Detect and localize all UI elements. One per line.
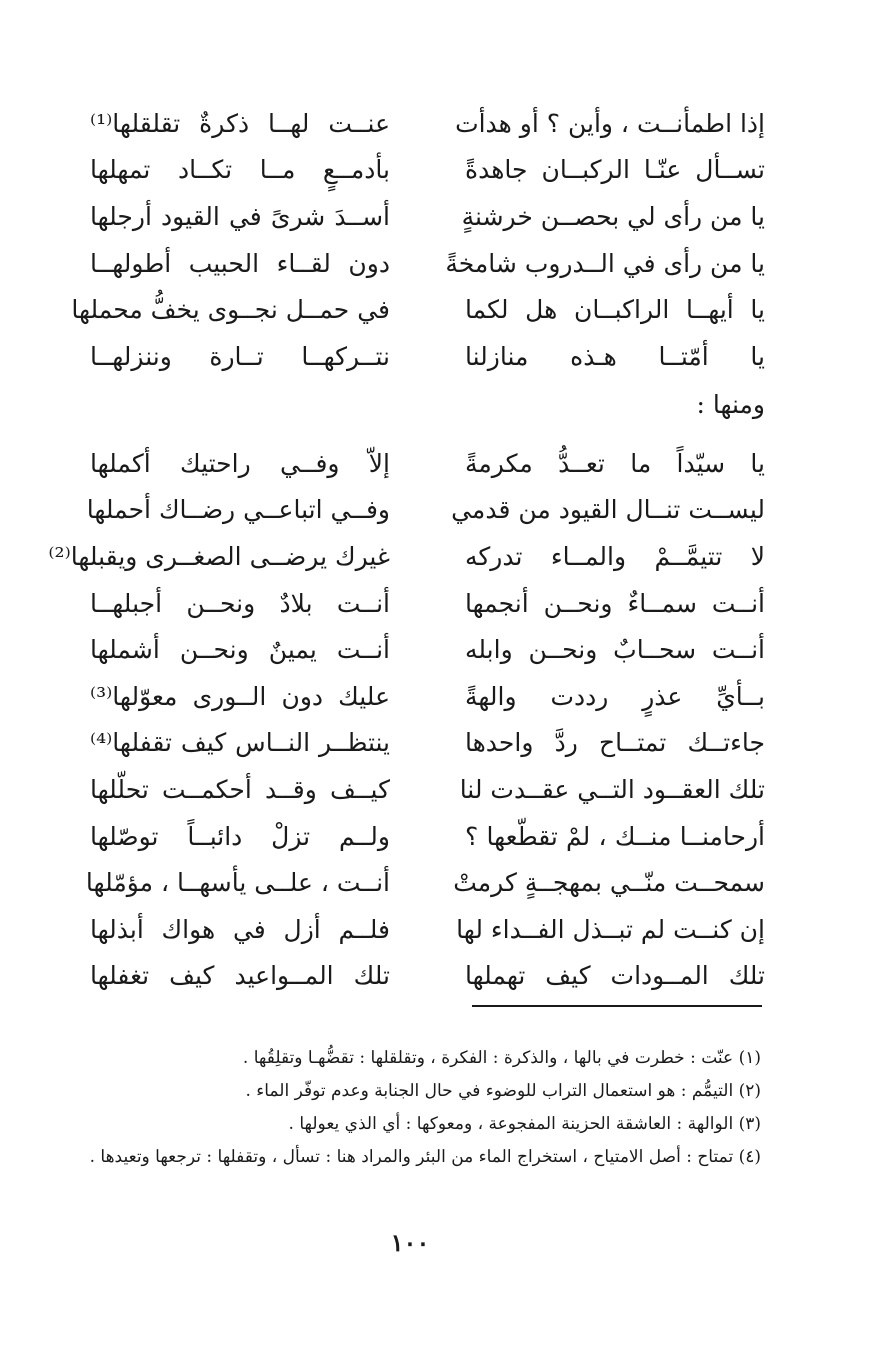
footnote: (٢) التيمُّم : هو استعمال التراب للوضوء في حال الجنابة وعدم توفّر الماء . <box>245 1081 761 1101</box>
first-hemistich: يا أمّتــا هـذه منازلنا <box>465 341 765 371</box>
second-hemistich: بأدمــعٍ مــا تكــاد تمهلها <box>90 155 390 185</box>
first-hemistich: تلك العقــود التــي عقــدت لنا <box>459 774 765 804</box>
second-hemistich: كيــف وقــد أحكمــت تحلّلها <box>90 774 390 804</box>
first-hemistich: بــأيِّ عذرٍ رددت والهةً <box>465 681 765 711</box>
verse-line <box>90 906 765 953</box>
verse-line <box>90 100 765 147</box>
footnote-separator <box>472 1005 762 1007</box>
second-hemistich: تلك المــواعيد كيف تغفلها <box>90 961 390 991</box>
footnotes <box>81 1042 761 1174</box>
second-hemistich: أنــت ، علــى يأسهــا ، مؤمّلها <box>85 868 390 898</box>
verse-line <box>90 333 765 380</box>
first-hemistich: يا أيهــا الراكبــان هل لكما <box>465 295 765 325</box>
first-hemistich: سمحــت منّــي بمهجــةٍ كرمتْ <box>453 868 765 898</box>
first-hemistich: أرحامنــا منــك ، لمْ تقطّعها ؟ <box>465 821 765 851</box>
footnote: (٤) تمتاح : أصل الامتياح ، استخراج الماء من البئر والمراد هنا : تسأل ، وتقفلها : ترجعها وتعيدها . <box>89 1147 761 1167</box>
verse-line <box>90 766 765 813</box>
first-hemistich: ليســت تنــال القيود من قدمي <box>451 495 765 525</box>
first-hemistich: تلك المــودات كيف تهملها <box>465 961 765 991</box>
first-hemistich: تســأل عنّـا الركبــان جاهدةً <box>465 155 765 185</box>
second-hemistich: أنــت بلادٌ ونحــن أجبلهــا <box>90 588 390 618</box>
verse-line <box>90 147 765 194</box>
verse-line <box>90 580 765 627</box>
second-hemistich: عليك دون الــورى معوّلها⁽³⁾ <box>90 681 390 711</box>
first-hemistich: أنــت سمــاءٌ ونحــن أنجمها <box>465 588 765 618</box>
verse-line <box>90 720 765 767</box>
second-hemistich: ينتظــر النــاس كيف تقفلها⁽⁴⁾ <box>90 728 390 758</box>
verse-line <box>86 487 765 534</box>
verse-line <box>90 440 765 487</box>
verse-line <box>90 813 765 860</box>
first-hemistich: أنــت سحــابٌ ونحــن وابله <box>465 635 765 665</box>
first-hemistich: جاءتــك تمتــاح ردَّ واحدها <box>465 728 765 758</box>
verse-line <box>90 953 765 1000</box>
verse-line <box>90 193 765 240</box>
verse-line <box>90 626 765 673</box>
second-hemistich: وفــي اتباعــي رضــاك أحملها <box>86 495 390 525</box>
footnote: (٣) الوالهة : العاشقة الحزينة المفجوعة ، ومعوكها : أي الذي يعولها . <box>288 1114 761 1134</box>
poem-section-1 <box>71 100 765 380</box>
verse-line <box>90 240 765 287</box>
first-hemistich: لا تتيمَّــمْ والمــاء تدركه <box>465 541 765 571</box>
second-hemistich: غيرك يرضــى الصغــرى ويقبلها⁽²⁾ <box>48 541 390 571</box>
first-hemistich: يا سيّداً ما تعــدُّ مكرمةً <box>465 448 765 478</box>
section-interlude: ومنها : <box>696 390 765 419</box>
second-hemistich: نتــركهــا تــارة وننزلهــا <box>90 341 390 371</box>
second-hemistich: أنــت يمينٌ ونحــن أشملها <box>90 635 390 665</box>
verse-line <box>48 533 765 580</box>
second-hemistich: عنــت لهــا ذكرةٌ تقلقلها⁽¹⁾ <box>90 108 390 138</box>
footnote: (١) عنّت : خطرت في بالها ، والذكرة : الفكرة ، وتقلقلها : تقضُّهـا وتقلِقُها . <box>242 1048 761 1068</box>
first-hemistich: يا من رأى لي بحصــن خرشنةٍ <box>461 201 765 231</box>
first-hemistich: إذا اطمأنــت ، وأين ؟ أو هدأت <box>455 108 765 138</box>
first-hemistich: إن كنــت لم تبــذل الفــداء لها <box>456 914 765 944</box>
verse-line <box>85 859 765 906</box>
second-hemistich: ولــم تزلْ دائبــاً توصّلها <box>90 821 390 851</box>
second-hemistich: في حمــل نجــوى يخفُّ محملها <box>71 295 390 325</box>
page-number: ١٠٠ <box>390 1228 430 1257</box>
verse-line <box>90 673 765 720</box>
second-hemistich: إلاّ وفــي راحتيك أكملها <box>90 448 390 478</box>
second-hemistich: فلــم أزل في هواك أبذلها <box>90 914 390 944</box>
poem-section-2 <box>48 440 765 999</box>
verse-line <box>71 286 765 333</box>
second-hemistich: أســدَ شرىً في القيود أرجلها <box>90 201 390 231</box>
second-hemistich: دون لقــاء الحبيب أطولهــا <box>90 248 390 278</box>
first-hemistich: يا من رأى في الــدروب شامخةً <box>445 248 765 278</box>
